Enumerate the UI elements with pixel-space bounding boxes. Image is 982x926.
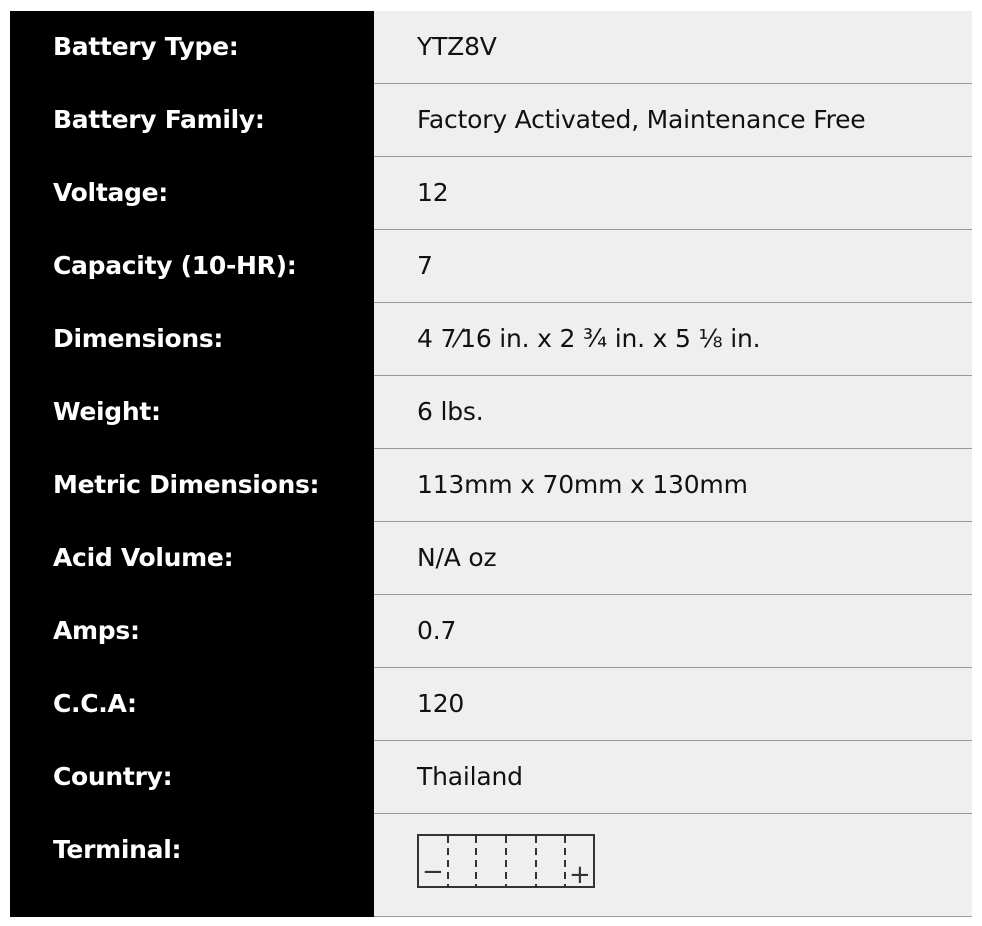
spec-value: 120 (374, 668, 972, 741)
spec-row-battery-type (10, 11, 972, 84)
spec-row-dimensions (10, 303, 972, 376)
spec-row-weight (10, 376, 972, 449)
spec-row-amps (10, 595, 972, 668)
spec-label: Country: (10, 741, 374, 814)
spec-value: N/A oz (374, 522, 972, 595)
spec-row-terminal (10, 814, 972, 917)
spec-row-metric-dimensions (10, 449, 972, 522)
spec-label: Weight: (10, 376, 374, 449)
spec-value: 6 lbs. (374, 376, 972, 449)
spec-value: 113mm x 70mm x 130mm (374, 449, 972, 522)
spec-label: Metric Dimensions: (10, 449, 374, 522)
spec-value-terminal (374, 814, 972, 917)
spec-label: Terminal: (10, 814, 374, 917)
spec-label: Capacity (10-HR): (10, 230, 374, 303)
spec-row-battery-family (10, 84, 972, 157)
spec-value: Factory Activated, Maintenance Free (374, 84, 972, 157)
spec-label: C.C.A: (10, 668, 374, 741)
spec-value: YTZ8V (374, 11, 972, 84)
spec-value: 4 7⁄16 in. x 2 ¾ in. x 5 ⅛ in. (374, 303, 972, 376)
spec-row-voltage (10, 157, 972, 230)
spec-label: Battery Type: (10, 11, 374, 84)
spec-label: Acid Volume: (10, 522, 374, 595)
spec-row-acid-volume (10, 522, 972, 595)
spec-value: 0.7 (374, 595, 972, 668)
spec-label: Battery Family: (10, 84, 374, 157)
spec-table (10, 11, 972, 917)
spec-row-capacity (10, 230, 972, 303)
spec-row-cca (10, 668, 972, 741)
spec-label: Dimensions: (10, 303, 374, 376)
spec-value: Thailand (374, 741, 972, 814)
negative-terminal-label: − (422, 857, 444, 887)
spec-label: Voltage: (10, 157, 374, 230)
spec-value: 12 (374, 157, 972, 230)
spec-value: 7 (374, 230, 972, 303)
battery-terminal-layout-icon (417, 834, 597, 890)
spec-row-country (10, 741, 972, 814)
spec-label: Amps: (10, 595, 374, 668)
positive-terminal-label: + (569, 860, 591, 890)
